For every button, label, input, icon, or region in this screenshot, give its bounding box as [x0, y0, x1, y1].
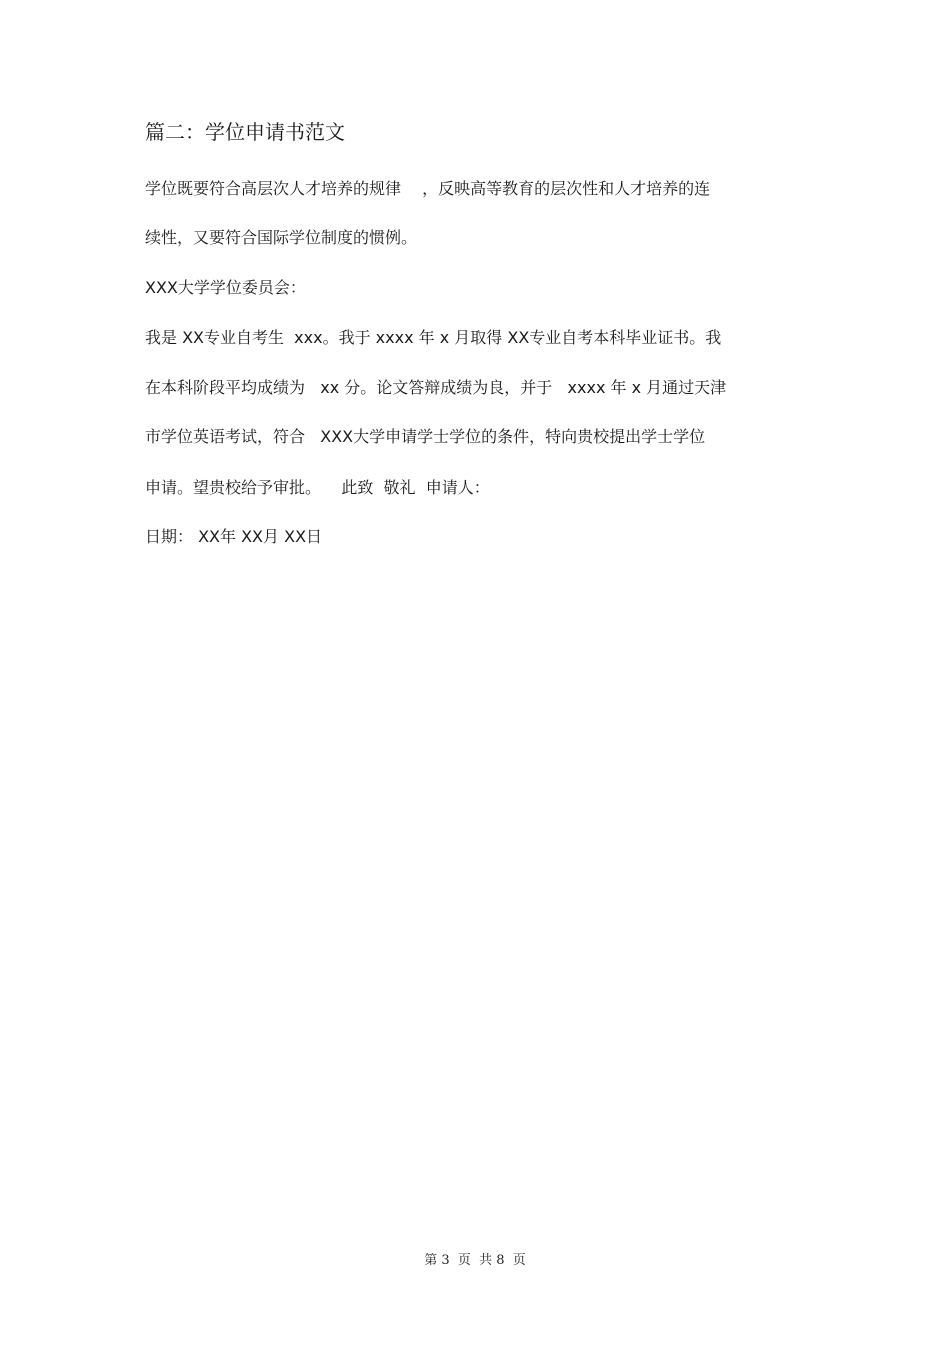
salutation-line: XXX大学学位委员会：	[145, 278, 306, 297]
section-title: 篇二：学位申请书范文	[145, 120, 345, 144]
page-footer: 第 3 页 共 8 页	[424, 1253, 526, 1268]
body-line-6: 申请。望贵校给予审批。 此致 敬礼 申请人：	[145, 478, 490, 497]
date-line: 日期： XX年 XX月 XX日	[145, 527, 323, 546]
body-line-4: 在本科阶段平均成绩为 xx 分。论文答辩成绩为良，并于 xxxx 年 x 月通过天津	[145, 378, 727, 397]
body-line-3: 我是 XX专业自考生 xxx。我于 xxxx 年 x 月取得 XX专业自考本科毕业证书。我	[145, 328, 722, 347]
body-line-1: 学位既要符合高层次人才培养的规律 ，反映高等教育的层次性和人才培养的连	[145, 179, 711, 198]
body-line-2: 续性，又要符合国际学位制度的惯例。	[145, 228, 418, 247]
body-line-5: 市学位英语考试，符合 XXX大学申请学士学位的条件，特向贵校提出学士学位	[145, 427, 706, 446]
